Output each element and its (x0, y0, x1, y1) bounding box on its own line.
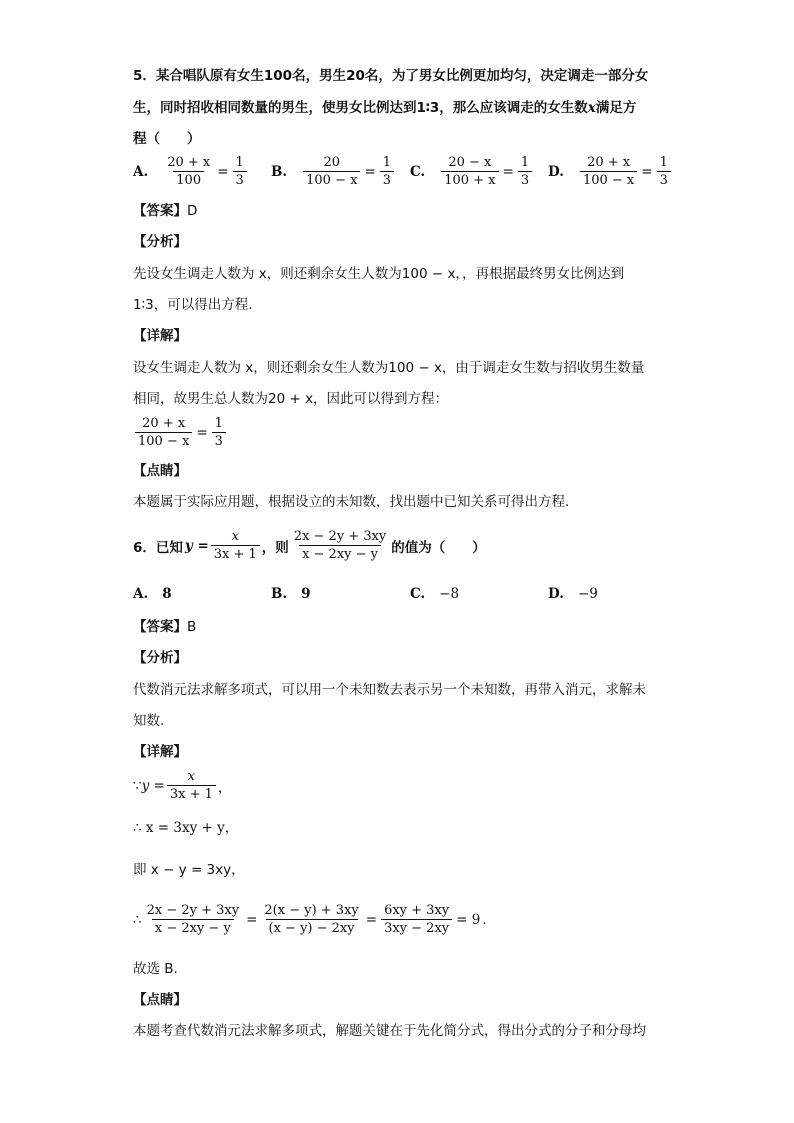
q6-conclusion: 故选 B. (133, 961, 178, 977)
q6-answer (133, 617, 196, 637)
q6-stem-pre: 6．已知 (133, 539, 183, 556)
q5-stem-line3: 程（ ） (133, 131, 201, 147)
q6-stem (133, 528, 486, 563)
q5-analysis-line2: 1∶3，可以得出方程. (133, 297, 253, 313)
q5-comment-tag: 【点睛】 (133, 463, 187, 479)
fraction: $\frac{x}{3x + 1}$ (211, 528, 260, 563)
option-label: A. (133, 163, 149, 180)
option-value: −9 (577, 586, 598, 602)
q6-option-a (133, 586, 172, 602)
answer-value: D (187, 203, 198, 219)
q6-option-c (410, 586, 459, 602)
option-value: −8 (439, 586, 460, 602)
q6-step2: ∴ x = 3xy + y， (133, 820, 239, 836)
q5-detail-equation: $\frac{20 + x}{100 - x}$ = $\frac{1}{3}$ (133, 415, 228, 450)
option-label: C. (410, 163, 426, 180)
fraction: $\frac{1}{3}$ (233, 154, 247, 189)
fraction: $\frac{2x - 2y + 3xy}{x - 2xy - y}$ (146, 903, 240, 936)
fraction: $\frac{2x - 2y + 3xy}{x - 2xy - y}$ (293, 529, 387, 562)
fraction: $\frac{1}{3}$ (212, 415, 226, 450)
option-value: 9 (301, 586, 311, 602)
option-label: D. (548, 163, 564, 180)
option-label: B. (271, 586, 288, 602)
q5-stem-line2-end: 满足方 (595, 100, 637, 116)
option-value: 8 (162, 586, 172, 602)
q5-analysis-tag: 【分析】 (133, 234, 187, 250)
answer-tag: 【答案】 (133, 619, 187, 635)
fraction: $\frac{20 + x}{100}$ (167, 155, 211, 188)
q5-answer (133, 201, 197, 221)
fraction: $\frac{1}{3}$ (380, 154, 394, 189)
q5-detail-line2: 相同，故男生总人数为20 + x，因此可以得到方程： (133, 391, 449, 407)
q6-step4: ∴ $\frac{2x - 2y + 3xy}{x - 2xy - y}$ = $\frac{2(x - y) + 3xy}{(x - y) - 2xy}$ = $\frac{6xy + 3xy}{3xy - 2xy}$ = 9 . (133, 903, 487, 936)
q5-comment: 本题属于实际应用题，根据设立的未知数，找出题中已知关系可得出方程. (133, 494, 570, 510)
answer-value: B (187, 619, 197, 635)
q5-option-a: A. $\frac{20 + x}{100}$ = $\frac{1}{3}$ (133, 154, 249, 189)
fraction: $\frac{1}{3}$ (657, 154, 671, 189)
q6-analysis-tag: 【分析】 (133, 650, 187, 666)
answer-tag: 【答案】 (133, 203, 187, 219)
fraction: $\frac{6xy + 3xy}{3xy - 2xy}$ (381, 902, 452, 937)
q5-option-c: C. $\frac{20 - x}{100 + x}$ = $\frac{1}{3}$ (410, 154, 534, 189)
fraction: $\frac{2(x - y) + 3xy}{(x - y) - 2xy}$ (264, 903, 359, 936)
option-label: C. (410, 586, 426, 602)
q6-stem-end: 的值为（ ） (391, 539, 486, 556)
option-label: B. (271, 163, 288, 180)
q5-option-d: D. $\frac{20 + x}{100 - x}$ = $\frac{1}{3}$ (548, 154, 673, 189)
q6-stem-mid: ，则 (261, 539, 289, 556)
option-label: D. (548, 586, 564, 602)
q6-comment: 本题考查代数消元法求解多项式，解题关键在于先化简分式，得出分式的分子和分母均 (133, 1023, 646, 1039)
q6-y-expr: y = (184, 537, 209, 554)
q6-analysis-line1: 代数消元法求解多项式，可以用一个未知数去表示另一个未知数，再带入消元，求解未 (133, 682, 646, 698)
q6-option-b (271, 586, 311, 602)
q5-detail-tag: 【详解】 (133, 328, 187, 344)
q5-detail-line1: 设女生调走人数为 x，则还剩余女生人数为100 − x，由于调走女生数与招收男生数量 (133, 360, 645, 376)
q6-comment-tag: 【点睛】 (133, 992, 187, 1008)
fraction: $\frac{20}{100 - x}$ (303, 154, 360, 189)
q5-stem-line2 (133, 98, 636, 118)
fraction: $\frac{20 + x}{100 - x}$ (580, 154, 637, 189)
q5-stem-line1: 5．某合唱队原有女生100名，男生20名，为了男女比例更加均匀，决定调走一部分女 (133, 68, 649, 84)
fraction: $\frac{20 + x}{100 - x}$ (135, 415, 192, 450)
fraction: $\frac{20 - x}{100 + x}$ (441, 154, 498, 189)
q6-detail-tag: 【详解】 (133, 744, 187, 760)
q5-analysis-line1: 先设女生调走人数为 x，则还剩余女生人数为100 − x，，再根据最终男女比例达到 (133, 266, 625, 282)
q5-option-b: B. $\frac{20}{100 - x}$ = $\frac{1}{3}$ (271, 154, 396, 189)
q6-option-d (548, 586, 598, 602)
q6-analysis-line2: 知数. (133, 713, 165, 729)
q5-stem-var: x (587, 100, 596, 116)
fraction: $\frac{1}{3}$ (518, 154, 532, 189)
q6-step1: ∵ y = $\frac{x}{3x + 1}$ ， (133, 769, 232, 802)
option-label: A. (133, 586, 149, 602)
fraction: $\frac{x}{3x + 1}$ (167, 768, 216, 803)
q5-stem-line2-text: 生，同时招收相同数量的男生，使男女比例达到1∶3，那么应该调走的女生数 (133, 100, 588, 116)
q6-step3: 即 x − y = 3xy， (133, 862, 245, 878)
